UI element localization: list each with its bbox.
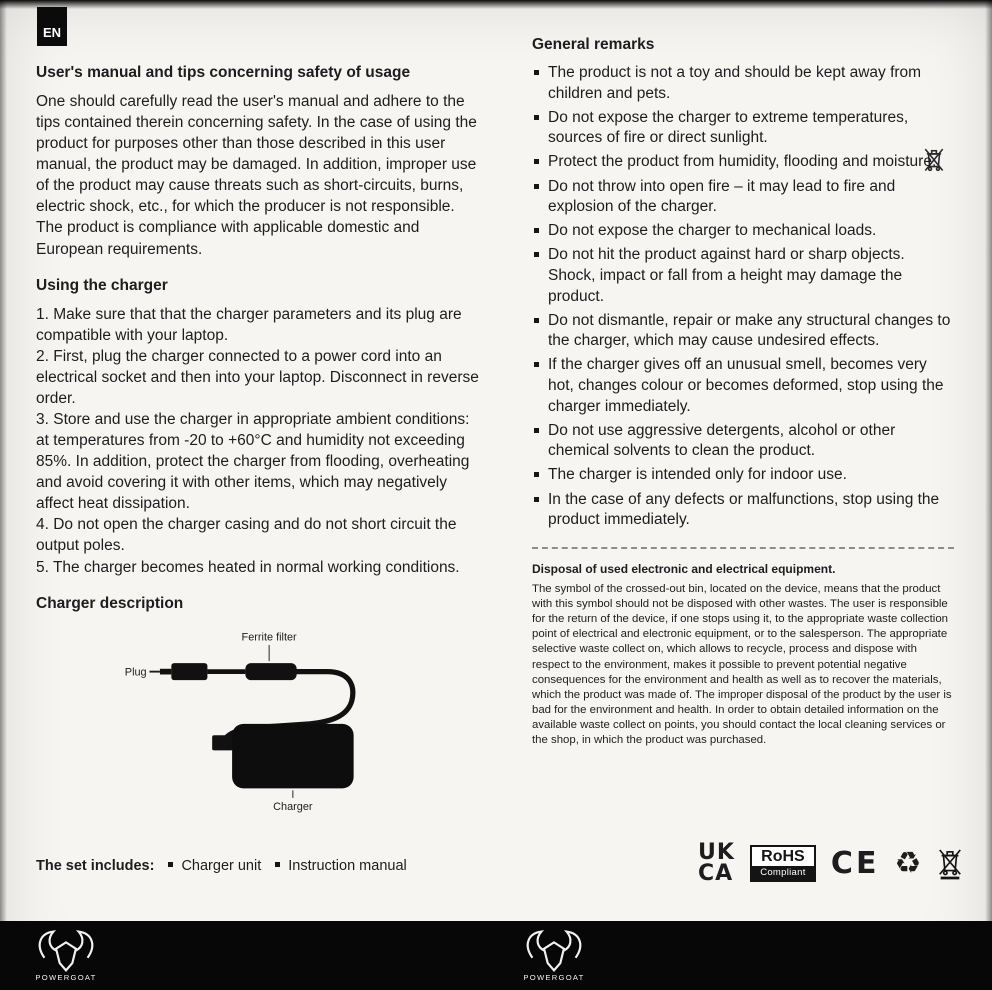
- plug-icon: [160, 663, 207, 680]
- language-badge-label: EN: [42, 25, 62, 40]
- general-remarks-title: General remarks: [532, 36, 655, 53]
- recycle-icon: ♻: [894, 845, 922, 881]
- using-step: 4. Do not open the charger casing and do not short circuit the output poles.: [36, 516, 457, 555]
- goat-icon: [528, 932, 581, 971]
- charger-description-title: Charger description: [36, 594, 184, 612]
- set-item: Instruction manual: [275, 858, 406, 874]
- safety-section: [36, 64, 484, 260]
- disposal-title: Disposal of used electronic and electrical equipment.: [532, 561, 836, 576]
- using-step: 1. Make sure that that the charger parameters and its plug are compatible with your laptop.: [36, 305, 462, 344]
- charger-description-section: [36, 595, 484, 820]
- left-edge-vignette: [0, 0, 7, 990]
- dashed-divider: [532, 547, 954, 549]
- safety-section-title: User's manual and tips concerning safety of usage: [36, 64, 411, 81]
- ce-mark: CE: [830, 846, 880, 882]
- right-edge-vignette: [985, 0, 992, 990]
- safety-body: One should carefully read the user's manual and adhere to the tips contained therein concerning safety. In the case of using the product for purposes other than those described in this user manual, the product may be damaged. In addition, improper use of the product may cause threats such as short-circuits, burns, electric shock, etc., for which the producer is not responsible. The product is compliance with applicable domestic and European requirements.: [36, 93, 477, 258]
- ferrite-filter-label: Ferrite filter: [241, 630, 297, 643]
- remark-item: If the charger gives off an unusual smell, becomes very hot, changes colour or becomes deformed, stop using the charger immediately.: [532, 355, 954, 417]
- remark-item: Do not expose the charger to mechanical loads.: [532, 221, 954, 242]
- rohs-sublabel: Compliant: [752, 866, 814, 880]
- set-item: Charger unit: [168, 858, 261, 874]
- charger-label: Charger: [273, 800, 313, 813]
- dc-connector-icon: [212, 735, 233, 750]
- disposal-body: The symbol of the crossed-out bin, located on the device, means that the product with this symbol should not be disposed with other wastes. The user is responsible for the return of the device, if one stops using it, to the appropriate waste collection point of electrical and electronic equipment, or to the salesperson. The appropriate selective waste collect on, which allows to recycle, process and dispose with respect to the environment, makes it possible to prevent potential negative consequences for the environment and health as well as to recover the materials, which the product was made of. The improper disposal of the product by the user is bad for the environment and health. In order to obtain detailed information on the available waste collect on points, you should contact the local cleaning services or the shop, in which the product was purchased.: [532, 582, 952, 747]
- compliance-marks: [698, 840, 964, 886]
- using-step: 5. The charger becomes heated in normal working conditions.: [36, 558, 460, 576]
- top-vignette: [0, 0, 992, 9]
- remark-item: The charger is intended only for indoor use.: [532, 465, 954, 486]
- plug-label: Plug: [124, 666, 147, 679]
- brand-name: POWERGOAT: [523, 973, 585, 983]
- left-column: [36, 64, 484, 837]
- remark-item: Do not use aggressive detergents, alcohol or other chemical solvents to clean the product.: [532, 421, 954, 462]
- using-charger-section: [36, 277, 484, 578]
- weee-bin-icon: [936, 846, 964, 882]
- remark-item: Do not throw into open fire – it may lead to fire and explosion of the charger.: [532, 177, 954, 218]
- remark-item: The product is not a toy and should be kept away from children and pets.: [532, 63, 954, 104]
- set-includes-label: The set includes:: [36, 858, 155, 874]
- brand-logo: [518, 926, 590, 984]
- remark-item: Protect the product from humidity, flooding and moisture.: [532, 152, 954, 173]
- set-includes: [36, 858, 407, 874]
- goat-icon: [40, 932, 93, 971]
- general-remarks-list: [532, 63, 954, 531]
- using-charger-title: Using the charger: [36, 276, 168, 294]
- brand-name: POWERGOAT: [35, 973, 97, 983]
- using-step: 3. Store and use the charger in appropriate ambient conditions: at temperatures from -20 to +60°C and humidity not exceeding 85%. In addition, protect the charger from flooding, overheating and avoid covering it with other items, which may negatively affect heat dissipation.: [36, 411, 470, 513]
- charger-body-icon: [232, 723, 354, 788]
- remark-item: Do not hit the product against hard or sharp objects. Shock, impact or fall from a height may damage the product.: [532, 245, 954, 307]
- footer-bar: [0, 921, 992, 990]
- rohs-mark: [750, 845, 816, 882]
- brand-logo: [30, 926, 102, 984]
- remark-item: Do not dismantle, repair or make any structural changes to the charger, which may cause undesired effects.: [532, 311, 954, 352]
- language-badge: [37, 7, 67, 46]
- right-column: [532, 36, 954, 749]
- charger-diagram: [64, 627, 484, 820]
- using-step: 2. First, plug the charger connected to a power cord into an electrical socket and then into your laptop. Disconnect in reverse order.: [36, 347, 479, 407]
- remark-item: In the case of any defects or malfunctions, stop using the product immediately.: [532, 490, 954, 531]
- ukca-line2: CA: [698, 860, 734, 886]
- ukca-line1: UK: [698, 840, 735, 865]
- ferrite-filter-icon: [245, 663, 296, 680]
- remark-item: Do not expose the charger to extreme temperatures, sources of fire or direct sunlight.: [532, 108, 954, 149]
- rohs-label: RoHS: [761, 848, 805, 866]
- ukca-mark: [698, 840, 735, 886]
